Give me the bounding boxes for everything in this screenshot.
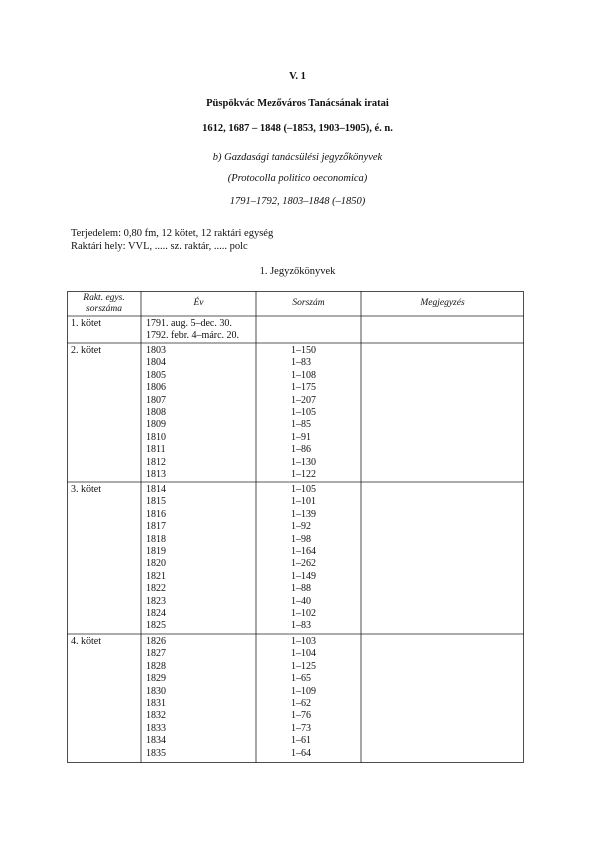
year-cell: 1823: [146, 595, 166, 607]
year-cell: 1828: [146, 660, 166, 672]
serial-number-cell: 1–101: [291, 496, 316, 508]
year-cell: 1791. aug. 5–dec. 30.: [146, 318, 232, 329]
serial-number-cell: 1–64: [291, 747, 311, 759]
serial-number-cell: 1–62: [291, 698, 311, 709]
section-title: 1. Jegyzőkönyvek: [259, 266, 336, 277]
year-cell: 1824: [146, 608, 166, 619]
year-cell: 1820: [146, 558, 166, 570]
year-cell: 1809: [146, 419, 166, 431]
year-cell: 1810: [146, 431, 166, 443]
year-cell: 1830: [146, 685, 166, 697]
volume-label: 1. kötet: [71, 318, 101, 329]
fonds-title: Püspökvác Mezőváros Tanácsának iratai: [206, 98, 389, 109]
serial-number-cell: 1–103: [291, 636, 316, 647]
year-cell: 1833: [146, 722, 166, 734]
serial-number-cell: 1–85: [291, 419, 311, 431]
year-cell: 1818: [146, 533, 166, 545]
serial-number-cell: 1–139: [291, 508, 316, 520]
year-cell: 1812: [146, 456, 166, 468]
serial-number-cell: 1–65: [291, 673, 311, 685]
volume-label: 3. kötet: [71, 484, 101, 495]
year-cell: 1832: [146, 710, 166, 722]
header-note: Megjegyzés: [420, 298, 465, 308]
serial-number-cell: 1–150: [291, 345, 316, 356]
subseries-date-range: 1791–1792, 1803–1848 (–1850): [229, 196, 366, 207]
serial-number-cell: 1–61: [291, 735, 311, 747]
header-unit-number: [67, 293, 141, 315]
serial-number-cell: 1–98: [291, 533, 311, 545]
serial-number-cell: 1–92: [291, 521, 311, 533]
extent-line: Terjedelem: 0,80 fm, 12 kötet, 12 raktári egység: [71, 228, 274, 239]
serial-number-cell: 1–105: [291, 407, 316, 418]
serial-number-cell: 1–130: [291, 456, 316, 468]
serial-number-cell: 1–105: [291, 484, 316, 495]
year-cell: 1822: [146, 583, 166, 595]
year-cell: 1817: [146, 521, 166, 533]
volume-label: 2. kötet: [71, 345, 101, 356]
header-unit-line1: Rakt. egys.: [83, 293, 125, 303]
storage-location-line: Raktári hely: VVL, ..... sz. raktár, ..... polc: [71, 241, 248, 252]
year-cell: 1808: [146, 407, 166, 418]
year-cell: 1819: [146, 546, 166, 557]
serial-number-cell: 1–175: [291, 382, 316, 394]
records-table: [67, 291, 524, 763]
serial-number-cell: 1–108: [291, 369, 316, 381]
year-cell: 1805: [146, 369, 166, 381]
year-cell: 1807: [146, 394, 166, 406]
year-cell: 1792. febr. 4–márc. 20.: [146, 330, 240, 342]
header-serial-number: Sorszám: [292, 298, 325, 308]
year-cell: 1811: [146, 444, 166, 456]
serial-number-cell: 1–86: [291, 444, 311, 456]
year-cell: 1826: [146, 636, 166, 647]
header-year: Év: [193, 298, 204, 308]
year-cell: 1821: [146, 570, 166, 582]
serial-number-cell: 1–262: [291, 558, 316, 570]
year-cell: 1806: [146, 382, 166, 394]
fonds-dates: 1612, 1687 – 1848 (–1853, 1903–1905), é. n.: [202, 123, 393, 134]
serial-number-cell: 1–125: [291, 660, 316, 672]
serial-number-cell: 1–104: [291, 648, 316, 660]
serial-number-cell: 1–207: [291, 394, 316, 406]
year-cell: 1816: [146, 508, 166, 520]
serial-number-cell: 1–83: [291, 357, 311, 369]
year-cell: 1835: [146, 747, 166, 759]
year-cell: 1813: [146, 469, 166, 480]
serial-number-cell: 1–88: [291, 583, 311, 595]
serial-number-cell: 1–40: [291, 595, 311, 607]
serial-number-cell: 1–122: [291, 469, 316, 480]
series-code: V. 1: [289, 71, 306, 82]
year-cell: 1815: [146, 496, 166, 508]
volume-label: 4. kötet: [71, 636, 101, 647]
serial-number-cell: 1–109: [291, 685, 316, 697]
serial-number-cell: 1–83: [291, 620, 311, 632]
year-cell: 1829: [146, 673, 166, 685]
serial-number-cell: 1–73: [291, 722, 311, 734]
serial-number-cell: 1–102: [291, 608, 316, 619]
year-cell: 1831: [146, 698, 166, 709]
year-cell: 1827: [146, 648, 166, 660]
serial-number-cell: 1–164: [291, 546, 316, 557]
serial-number-cell: 1–76: [291, 710, 311, 722]
year-cell: 1814: [146, 484, 166, 495]
year-cell: 1825: [146, 620, 166, 632]
subseries-title: b) Gazdasági tanácsülési jegyzőkönyvek: [212, 152, 383, 163]
header-unit-line2: sorszáma: [86, 304, 122, 314]
subseries-latin-title: (Protocolla politico oeconomica): [227, 173, 368, 184]
year-cell: 1803: [146, 345, 166, 356]
year-cell: 1804: [146, 357, 166, 369]
serial-number-cell: 1–91: [291, 431, 311, 443]
year-cell: 1834: [146, 735, 166, 747]
serial-number-cell: 1–149: [291, 570, 316, 582]
